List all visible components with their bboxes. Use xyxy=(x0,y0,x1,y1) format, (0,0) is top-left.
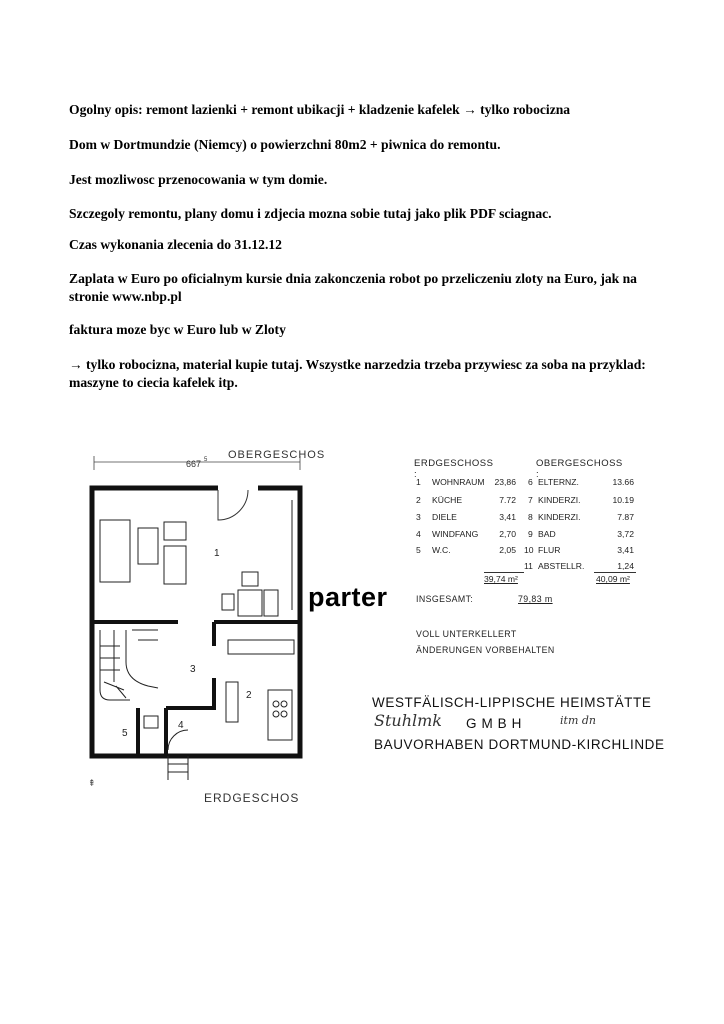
legend-room-no: 3 xyxy=(416,512,421,522)
legend-room-area: 1,24 xyxy=(617,561,634,571)
legend-room-name: ABSTELLR. xyxy=(538,561,585,571)
handwritten-signature: Stuhlmk xyxy=(374,711,442,730)
legend-room-no: 1 xyxy=(416,477,421,487)
legend-note-basement: VOLL UNTERKELLERT xyxy=(416,629,517,639)
legend-room-no: 2 xyxy=(416,495,421,505)
legend-room-name: DIELE xyxy=(432,512,457,522)
plan-title-top: OBERGESCHOS xyxy=(228,450,326,461)
legend-room-area: 3,41 xyxy=(617,545,634,555)
paragraph-house-location: Dom w Dortmundzie (Niemcy) o powierzchni 80m2 + piwnica do remontu. xyxy=(69,137,501,152)
paragraph-invoice: faktura moze byc w Euro lub w Zloty xyxy=(69,322,286,337)
room-number-1: 1 xyxy=(214,548,220,559)
legend-og-total: 40,09 m² xyxy=(596,574,630,584)
legend-room-area: 2,05 xyxy=(499,545,516,555)
room-number-5: 5 xyxy=(122,728,128,739)
legend-room-area: 7.87 xyxy=(617,512,634,522)
plan-title-bottom: ERDGESCHOS xyxy=(204,791,300,802)
legend-eg-total: 39,74 m² xyxy=(484,574,518,584)
room-number-4: 4 xyxy=(178,720,184,731)
room-number-3: 3 xyxy=(190,664,196,675)
dimension-text: 667 xyxy=(186,459,202,469)
legend-room-no: 4 xyxy=(416,529,421,539)
legend-room-name: KINDERZI. xyxy=(538,512,581,522)
paragraph-payment: Zaplata w Euro po oficialnym kursie dnia zakonczenia robot po przeliczeniu zloty na Euro, jak na stronie www.nbp.pl xyxy=(69,271,637,304)
north-arrow-icon: ⇞ xyxy=(88,778,96,788)
legend-divider xyxy=(594,572,636,573)
firm-project: BAUVORHABEN DORTMUND-KIRCHLINDE xyxy=(374,737,665,752)
legend-room-area: 10.19 xyxy=(612,495,634,505)
legend-room-no: 7 xyxy=(528,495,533,505)
legend-total-label: INSGESAMT: xyxy=(416,594,474,604)
legend-room-area: 2,70 xyxy=(499,529,516,539)
legend-room-name: WOHNRAUM xyxy=(432,477,485,487)
legend-room-no: 6 xyxy=(528,477,533,487)
legend-obergeschoss-title: OBERGESCHOSS : xyxy=(536,458,623,480)
firm-legal-form: G M B H xyxy=(466,716,522,731)
legend-erdgeschoss-title: ERDGESCHOSS : xyxy=(414,458,494,480)
legend-room-area: 7.72 xyxy=(499,495,516,505)
paragraph-general-description: Ogolny opis: remont lazienki + remont ubikacji + kladzenie kafelek → tylko robocizna xyxy=(69,102,571,117)
paragraph-labour-only: → tylko robocizna, material kupie tutaj. Wszystke narzedzia trzeba przywiesc za soba na przyklad: maszyne to ciecia kafelek itp. xyxy=(69,357,646,390)
legend-total-value: 79,83 m xyxy=(518,594,553,604)
legend-divider xyxy=(484,572,524,573)
legend-room-no: 5 xyxy=(416,545,421,555)
paragraph-details-pdf: Szczegoly remontu, plany domu i zdjecia mozna sobie tutaj jako plik PDF sciagnac. xyxy=(69,206,552,221)
handwritten-mark: itm dn xyxy=(560,714,596,727)
legend-room-no: 10 xyxy=(524,545,534,555)
room-number-2: 2 xyxy=(246,690,252,701)
floor-label-parter: parter xyxy=(308,582,388,612)
legend-room-name: KINDERZI. xyxy=(538,495,581,505)
paragraph-deadline: Czas wykonania zlecenia do 31.12.12 xyxy=(69,237,282,252)
legend-room-area: 13.66 xyxy=(612,477,634,487)
legend-room-no: 8 xyxy=(528,512,533,522)
legend-room-name: FLUR xyxy=(538,545,561,555)
legend-room-no: 11 xyxy=(524,561,533,571)
legend-room-name: ELTERNZ. xyxy=(538,477,579,487)
paragraph-overnight: Jest mozliwosc przenocowania w tym domie. xyxy=(69,172,328,187)
legend-room-name: WINDFANG xyxy=(432,529,479,539)
legend-room-area: 3,41 xyxy=(499,512,516,522)
firm-name: WESTFÄLISCH-LIPPISCHE HEIMSTÄTTE xyxy=(372,695,652,710)
legend-room-no: 9 xyxy=(528,529,533,539)
legend-room-name: BAD xyxy=(538,529,556,539)
dimension-sup: 5 xyxy=(204,457,208,463)
legend-room-name: W.C. xyxy=(432,545,451,555)
legend-room-area: 3,72 xyxy=(617,529,634,539)
legend-room-area: 23,86 xyxy=(494,477,516,487)
legend-room-name: KÜCHE xyxy=(432,495,463,505)
legend-note-changes: ÄNDERUNGEN VORBEHALTEN xyxy=(416,645,555,655)
